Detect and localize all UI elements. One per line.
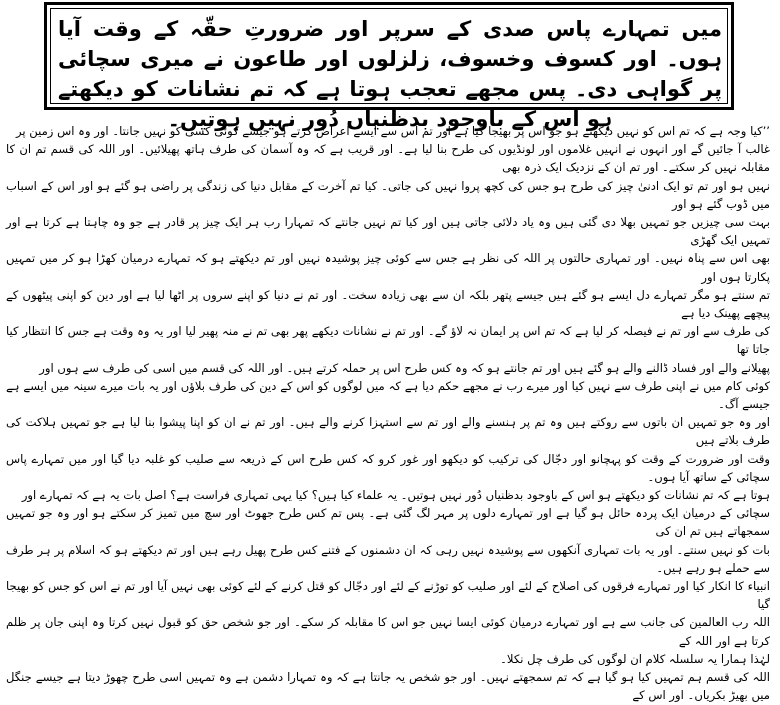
- body-line: بہت سی چیزیں جو تمہیں بھلا دی گئی ہیں وہ یاد دلائی جاتی ہیں اور کیا تم نہیں جانتے کہ تمہارا رب ہر ایک چیز پر قادر ہے جو وہ چاہتا ہے کرتا ہے اور تمہیں ایک گھڑی: [6, 215, 770, 248]
- body-line: نہیں ہو اور تم تو ایک ادنیٰ چیز کی طرح ہو جس کی کچھ پروا نہیں کی جاتی۔ کیا تم آخرت کے مقابل دنیا کی زندگی پر راضی ہو گئے ہو اور اس کے اسباب میں ڈوب گئے ہو اور: [6, 178, 770, 211]
- heading-text-block: [58, 14, 722, 134]
- heading-line: میری سچائی پر گواہی دی۔ پس مجھے تعجب ہوتا ہے کہ تم نشانات کو دیکھتے ہو اس کے باوجود بدظنیاں دُور نہیں ہوتیں۔: [58, 47, 722, 131]
- body-line: کی طرف سے اور تم نے فیصلہ کر لیا ہے کہ تم اس پر ایمان نہ لاؤ گے۔ اور تم نے نشانات دیکھے پھر بھی تم نے منہ پھیر لیا اور یہ وہ وقت ہے جس کا انتظار کیا جاتا تھا: [6, 324, 770, 357]
- body-line: انبیاء کا انکار کیا اور تمہارے فرقوں کی اصلاح کے لئے اور صلیب کو توڑنے کے لئے اور دجّال کو قتل کرنے کے لئے کوئی بھی نہیں آیا اور تم نے اس کو جس کو بھیجا گیا: [6, 579, 770, 612]
- body-line: بھی اس سے پناہ نہیں۔ اور تمہاری حالتوں پر اللہ کی نظر ہے جس سے کوئی چیز پوشیدہ نہیں اور تم دیکھتے ہو کہ تمہارے درمیان کھڑا ہو کر میں تمہیں پکارتا ہوں اور: [6, 251, 770, 284]
- body-line: کوئی کام میں نے اپنی طرف سے نہیں کیا اور میرے رب نے مجھے حکم دیا ہے کہ میں لوگوں کو اس کے دین کی طرف بلاؤں اور یہ بات میرے سینہ میں ایسے ہے جیسے آگ۔: [6, 378, 770, 412]
- body-line: اللہ رب العالمین کی جانب سے ہے اور تمہارے درمیان کوئی ایسا نہیں جو اس کا مقابلہ کر سکے۔ اور جو شخص حق کو قبول نہیں کرتا وہ اپنی جان پر ظلم کرتا ہے اور اللہ کے: [6, 615, 770, 648]
- body-line: پھیلانے والے اور فساد ڈالنے والے ہو گئے ہیں اور تم جانتے ہو کہ وہ کس طرح اس پر حملہ کرتے ہیں۔ اور اللہ کی قسم میں اسی کی طرف سے ہوں اور: [39, 360, 770, 375]
- body-line: ’’کیا وجہ ہے کہ تم اس کو نہیں دیکھتے ہو جو اس پر بھیجا گیا ہے اور تم اس سے ایسے اعراض کرتے ہو جیسے کوئی کسی کو نہیں جانتا۔ اور وہ اس زمین پر: [15, 124, 770, 138]
- body-line: اللہ کی قسم ہم تمہیں کیا ہو گیا ہے کہ تم سمجھتے نہیں۔ اور جو شخص یہ جانتا ہے کہ وہ تمہارا دشمن ہے وہ تمہیں اسی طرح چھوڑ دیتا ہے جیسے جنگل میں بھیڑ بکریاں۔ اور اس کے: [6, 670, 770, 703]
- heading-line: میں تمہارے پاس صدی کے سرپر اور ضرورتِ حقّہ کے وقت آیا ہوں۔ اور کسوف وخسوف، زلزلوں اور طاعون نے: [58, 17, 723, 71]
- body-line: غالب آ جائیں گے اور انہوں نے انہیں غلاموں اور لونڈیوں کی طرح بنا لیا ہے۔ اور قریب ہے کہ وہ آسمان کی طرف ہاتھ پھیلائیں۔ اور اللہ کی قسم تم ان کا مقابلہ نہیں کر سکتے۔ اور تم ان کے نزدیک ایک ذرہ بھی: [6, 142, 770, 175]
- body-text-block: [6, 122, 770, 705]
- body-line: تم سنتے ہو مگر تمہارے دل ایسے ہو گئے ہیں جیسے پتھر بلکہ ان سے بھی زیادہ سخت۔ اور تم نے دنیا کو اپنے سروں پر اٹھا لیا ہے اور دین کو اپنی پیٹھوں کے پیچھے پھینک دیا ہے: [6, 287, 770, 321]
- body-line: ہوتا ہے کہ تم نشانات کو دیکھتے ہو اس کے باوجود بدظنیاں دُور نہیں ہوتیں۔ یہ علماء کیا ہیں؟ کیا یہی تمہاری فراست ہے؟ اصل بات یہ ہے کہ تمہارے اور: [21, 488, 770, 503]
- body-line: وقت اور ضرورت کے وقت کو پہچانو اور دجّال کی ترکیب کو دیکھو اور غور کرو کہ کس طرح اس کے ذریعہ سے صلیب کو غلبہ دیا گیا اور میں تمہارے پاس سچائی کے ساتھ آیا ہوں۔: [6, 451, 770, 484]
- body-line: اور وہ جو تمہیں ان باتوں سے روکتے ہیں وہ تم پر ہنسنے والے اور تم سے استہزا کرنے والے ہیں۔ اور تم نے ان کو اپنا پیشوا بنا لیا ہے جو تمہیں ہلاکت کی طرف بلاتے ہیں: [6, 415, 770, 448]
- body-line: بات کو نہیں سنتے۔ اور یہ بات تمہاری آنکھوں سے پوشیدہ نہیں رہی کہ ان دشمنوں کے فتنے کس طرح پھیل رہے ہیں اور تم دیکھتے ہو کہ اسلام پر ہر طرف سے حملے ہو رہے ہیں۔: [6, 542, 770, 575]
- body-line: سچائی کے درمیان ایک پردہ حائل ہو گیا ہے اور تمہارے دلوں پر مہر لگ گئی ہے۔ پس تم کس طرح جھوٹ اور سچ میں تمیز کر سکتے ہو اور وہ جو تمہیں سمجھاتے ہیں تم ان کی: [6, 506, 770, 539]
- body-line: لہٰذا ہمارا یہ سلسلہ کلام ان لوگوں کی طرف چل نکلا۔: [500, 651, 770, 666]
